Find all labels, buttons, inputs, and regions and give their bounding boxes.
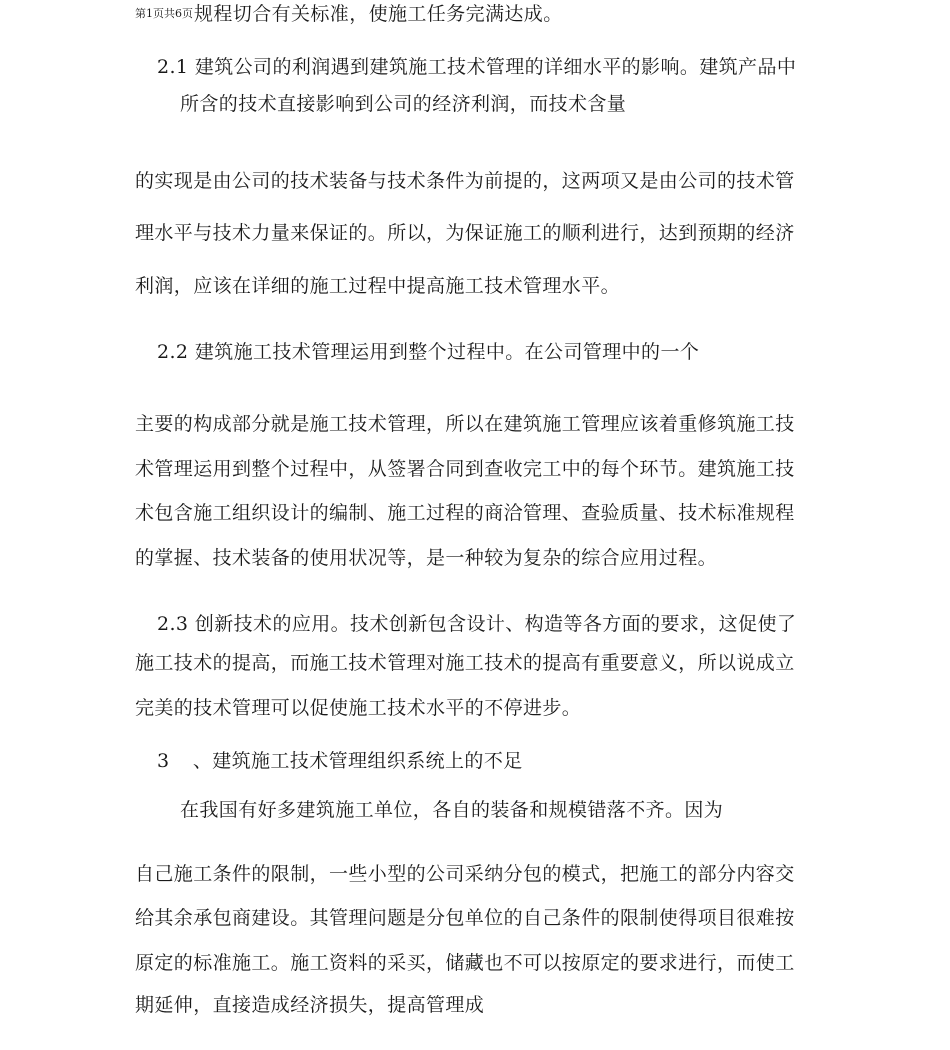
paragraph-line: 原定的标准施工。施工资料的采买，储藏也不可以按原定的要求进行，而使工 (135, 952, 795, 974)
paragraph-line: 利润，应该在详细的施工过程中提高施工技术管理水平。 (135, 275, 621, 297)
paragraph-line: 的掌握、技术装备的使用状况等，是一种较为复杂的综合应用过程。 (135, 547, 718, 569)
first-text-line (135, 2, 563, 26)
paragraph-line: 完美的技术管理可以促使施工技术水平的不停进步。 (135, 697, 582, 719)
page-counter: 第1页共6页 (135, 7, 193, 20)
first-line-text: 规程切合有关标准，使施工任务完满达成。 (194, 3, 563, 25)
paragraph-line: 术管理运用到整个过程中，从签署合同到查收完工中的每个环节。建筑施工技 (135, 458, 795, 480)
paragraph-line: 所含的技术直接影响到公司的经济利润，而技术含量 (180, 93, 627, 115)
paragraph-line: 期延伸，直接造成经济损失，提高管理成 (135, 994, 485, 1016)
section-3-number: 3 (157, 750, 170, 772)
section-2-3-heading-line: 2.3 创新技术的应用。技术创新包含设计、构造等各方面的要求，这促使了 (157, 613, 797, 635)
paragraph-line: 理水平与技术力量来保证的。所以，为保证施工的顺利进行，达到预期的经济 (135, 222, 795, 244)
section-3-title: 、建筑施工技术管理组织系统上的不足 (192, 750, 523, 772)
paragraph-line: 施工技术的提高，而施工技术管理对施工技术的提高有重要意义，所以说成立 (135, 652, 795, 674)
paragraph-line: 术包含施工组织设计的编制、施工过程的商洽管理、查验质量、技术标准规程 (135, 502, 795, 524)
paragraph-line: 给其余承包商建设。其管理问题是分包单位的自己条件的限制使得项目很难按 (135, 907, 795, 929)
paragraph-line: 主要的构成部分就是施工技术管理，所以在建筑施工管理应该着重修筑施工技 (135, 413, 795, 435)
paragraph-line: 在我国有好多建筑施工单位，各自的装备和规模错落不齐。因为 (180, 799, 724, 821)
section-2-1-heading-line: 2.1 建筑公司的利润遇到建筑施工技术管理的详细水平的影响。建筑产品中 (157, 56, 797, 78)
paragraph-line: 的实现是由公司的技术装备与技术条件为前提的，这两项又是由公司的技术管 (135, 170, 795, 192)
section-2-2-heading-line: 2.2 建筑施工技术管理运用到整个过程中。在公司管理中的一个 (157, 341, 700, 363)
paragraph-line: 自己施工条件的限制，一些小型的公司采纳分包的模式，把施工的部分内容交 (135, 863, 795, 885)
section-3-heading (157, 749, 523, 773)
